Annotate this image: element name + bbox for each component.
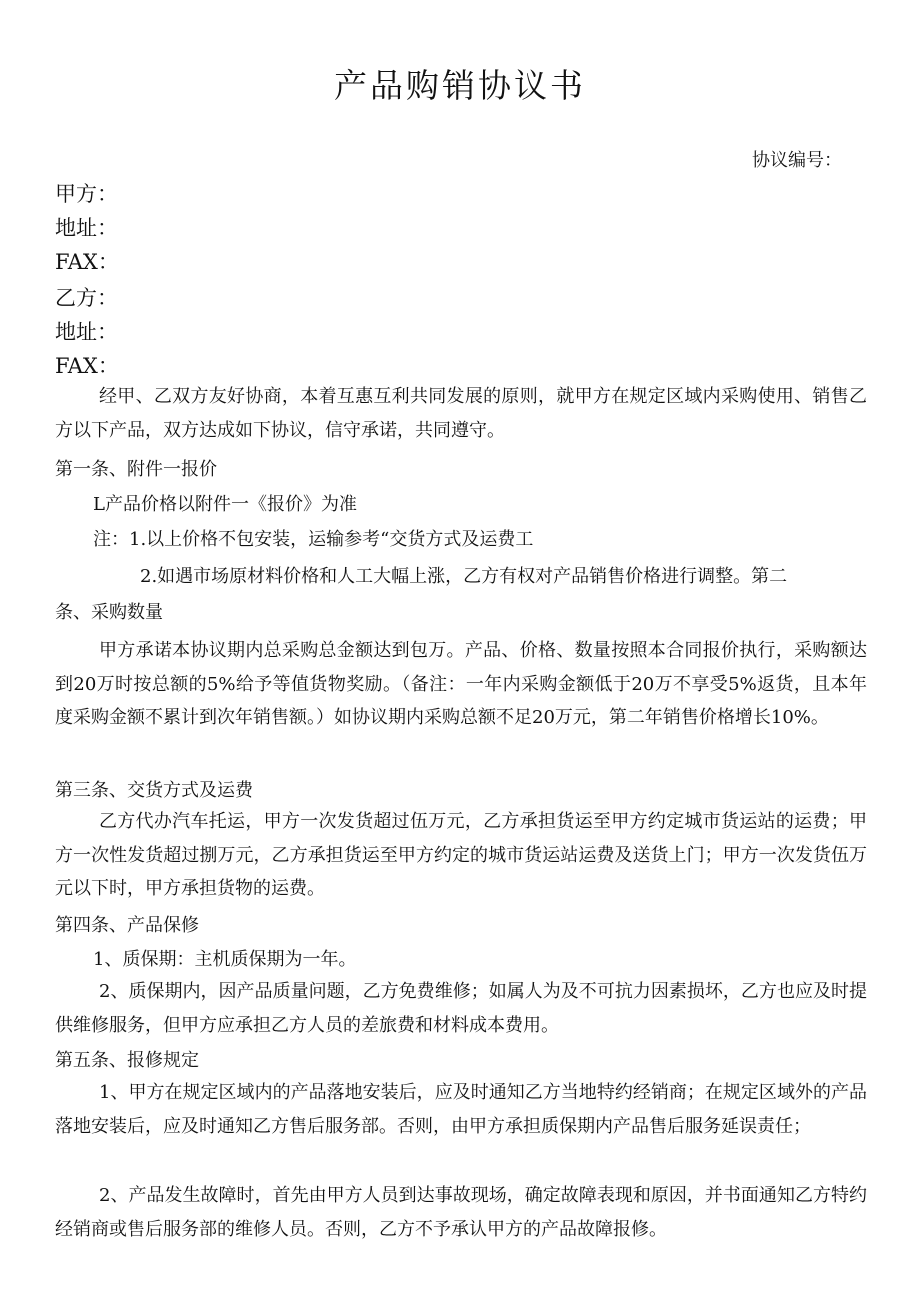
article-3-heading: 第三条、交货方式及运费 — [55, 780, 253, 801]
article-4-heading: 第四条、产品保修 — [55, 915, 199, 936]
article-2-body: 甲方承诺本协议期内总采购总金额达到包万。产品、价格、数量按照本合同报价执行，采购额达到20万时按总额的5%给予等值货物奖励。（备注：一年内采购金额低于20万不享受5%返货，且本年度采购金额不累计到次年销售额。）如协议期内采购总额不足20万元，第二年销售价格增长10%。 — [55, 640, 867, 728]
party-a-address-label: 地址： — [55, 216, 118, 240]
article-2-heading: 条、采购数量 — [55, 602, 163, 623]
party-a-fax-label: FAX： — [55, 250, 119, 274]
article-3-body: 乙方代办汽车托运，甲方一次发货超过伍万元，乙方承担货运至甲方约定城市货运站的运费；甲方一次性发货超过捌万元，乙方承担货运至甲方约定的城市货运站运费及送货上门；甲方一次发货伍万元以下时，甲方承担货物的运费。 — [55, 811, 867, 899]
document-title: 产品购销协议书 — [334, 66, 586, 105]
party-b-address-label: 地址： — [55, 320, 118, 344]
article-4-item-1: 1、质保期：主机质保期为一年。 — [93, 949, 357, 970]
article-1-note-2: 2.如遇市场原材料价格和人工大幅上涨，乙方有权对产品销售价格进行调整。第二 — [140, 566, 788, 587]
party-b-fax-label: FAX： — [55, 354, 119, 378]
agreement-number-label: 协议编号： — [752, 150, 842, 171]
intro-paragraph: 经甲、乙双方友好协商，本着互惠互利共同发展的原则，就甲方在规定区域内采购使用、销售乙方以下产品，双方达成如下协议，信守承诺，共同遵守。 — [55, 386, 867, 441]
article-5-item-2: 2、产品发生故障时，首先由甲方人员到达事故现场，确定故障表现和原因，并书面通知乙方特约经销商或售后服务部的维修人员。否则，乙方不予承认甲方的产品故障报修。 — [55, 1185, 867, 1240]
party-a-name-label: 甲方： — [55, 182, 118, 206]
article-1-item-1: L产品价格以附件一《报价》为准 — [93, 494, 357, 515]
article-5-item-1: 1、甲方在规定区域内的产品落地安装后，应及时通知乙方当地特约经销商；在规定区域外的产品落地安装后，应及时通知乙方售后服务部。否则，由甲方承担质保期内产品售后服务延误责任； — [55, 1082, 867, 1137]
article-1-note-1: 注：1.以上价格不包安装，运输参考“交货方式及运费工 — [93, 529, 534, 550]
article-5-heading: 第五条、报修规定 — [55, 1050, 199, 1071]
article-1-heading: 第一条、附件一报价 — [55, 459, 217, 480]
party-b-name-label: 乙方： — [55, 286, 118, 310]
article-4-item-2: 2、质保期内，因产品质量问题，乙方免费维修；如属人为及不可抗力因素损坏，乙方也应及时提供维修服务，但甲方应承担乙方人员的差旅费和材料成本费用。 — [55, 981, 867, 1036]
